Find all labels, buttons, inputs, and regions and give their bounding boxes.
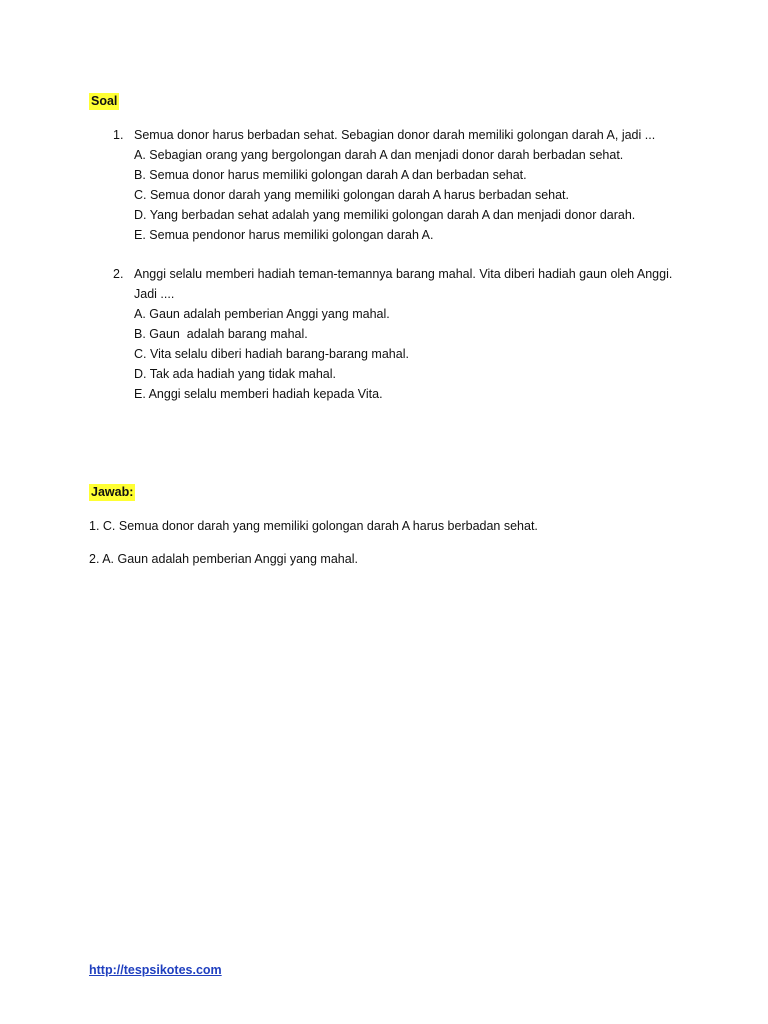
- question-prompt: Anggi selalu memberi hadiah teman-temannya barang mahal. Vita diberi hadiah gaun oleh Anggi. Jadi ....: [134, 267, 673, 301]
- option-b: B. Gaun adalah barang mahal.: [134, 327, 308, 341]
- question-number: 1.: [113, 128, 124, 142]
- option-b: B. Semua donor harus memiliki golongan darah A dan berbadan sehat.: [134, 168, 527, 182]
- question-options: [134, 145, 673, 245]
- option-d: D. Tak ada hadiah yang tidak mahal.: [134, 367, 336, 381]
- option-c: C. Semua donor darah yang memiliki golongan darah A harus berbadan sehat.: [134, 188, 570, 202]
- option-e: E. Semua pendonor harus memiliki golongan darah A.: [134, 228, 434, 242]
- option-e: E. Anggi selalu memberi hadiah kepada Vita.: [134, 387, 383, 401]
- soal-heading: Soal: [91, 94, 118, 108]
- answer-2: 2. A. Gaun adalah pemberian Anggi yang mahal.: [89, 552, 358, 566]
- footer-link[interactable]: http://tespsikotes.com: [89, 963, 222, 977]
- option-a: A. Gaun adalah pemberian Anggi yang mahal.: [134, 307, 390, 321]
- question-2: [113, 264, 673, 404]
- option-a: A. Sebagian orang yang bergolongan darah A dan menjadi donor darah berbadan sehat.: [134, 148, 624, 162]
- question-options: [134, 304, 673, 404]
- answer-1: 1. C. Semua donor darah yang memiliki golongan darah A harus berbadan sehat.: [89, 519, 538, 533]
- question-number: 2.: [113, 267, 124, 281]
- question-1: [113, 125, 673, 245]
- option-c: C. Vita selalu diberi hadiah barang-barang mahal.: [134, 347, 409, 361]
- question-prompt: Semua donor harus berbadan sehat. Sebagian donor darah memiliki golongan darah A, jadi ...: [134, 128, 656, 142]
- jawab-heading: Jawab:: [91, 485, 134, 499]
- option-d: D. Yang berbadan sehat adalah yang memiliki golongan darah A dan menjadi donor darah.: [134, 208, 636, 222]
